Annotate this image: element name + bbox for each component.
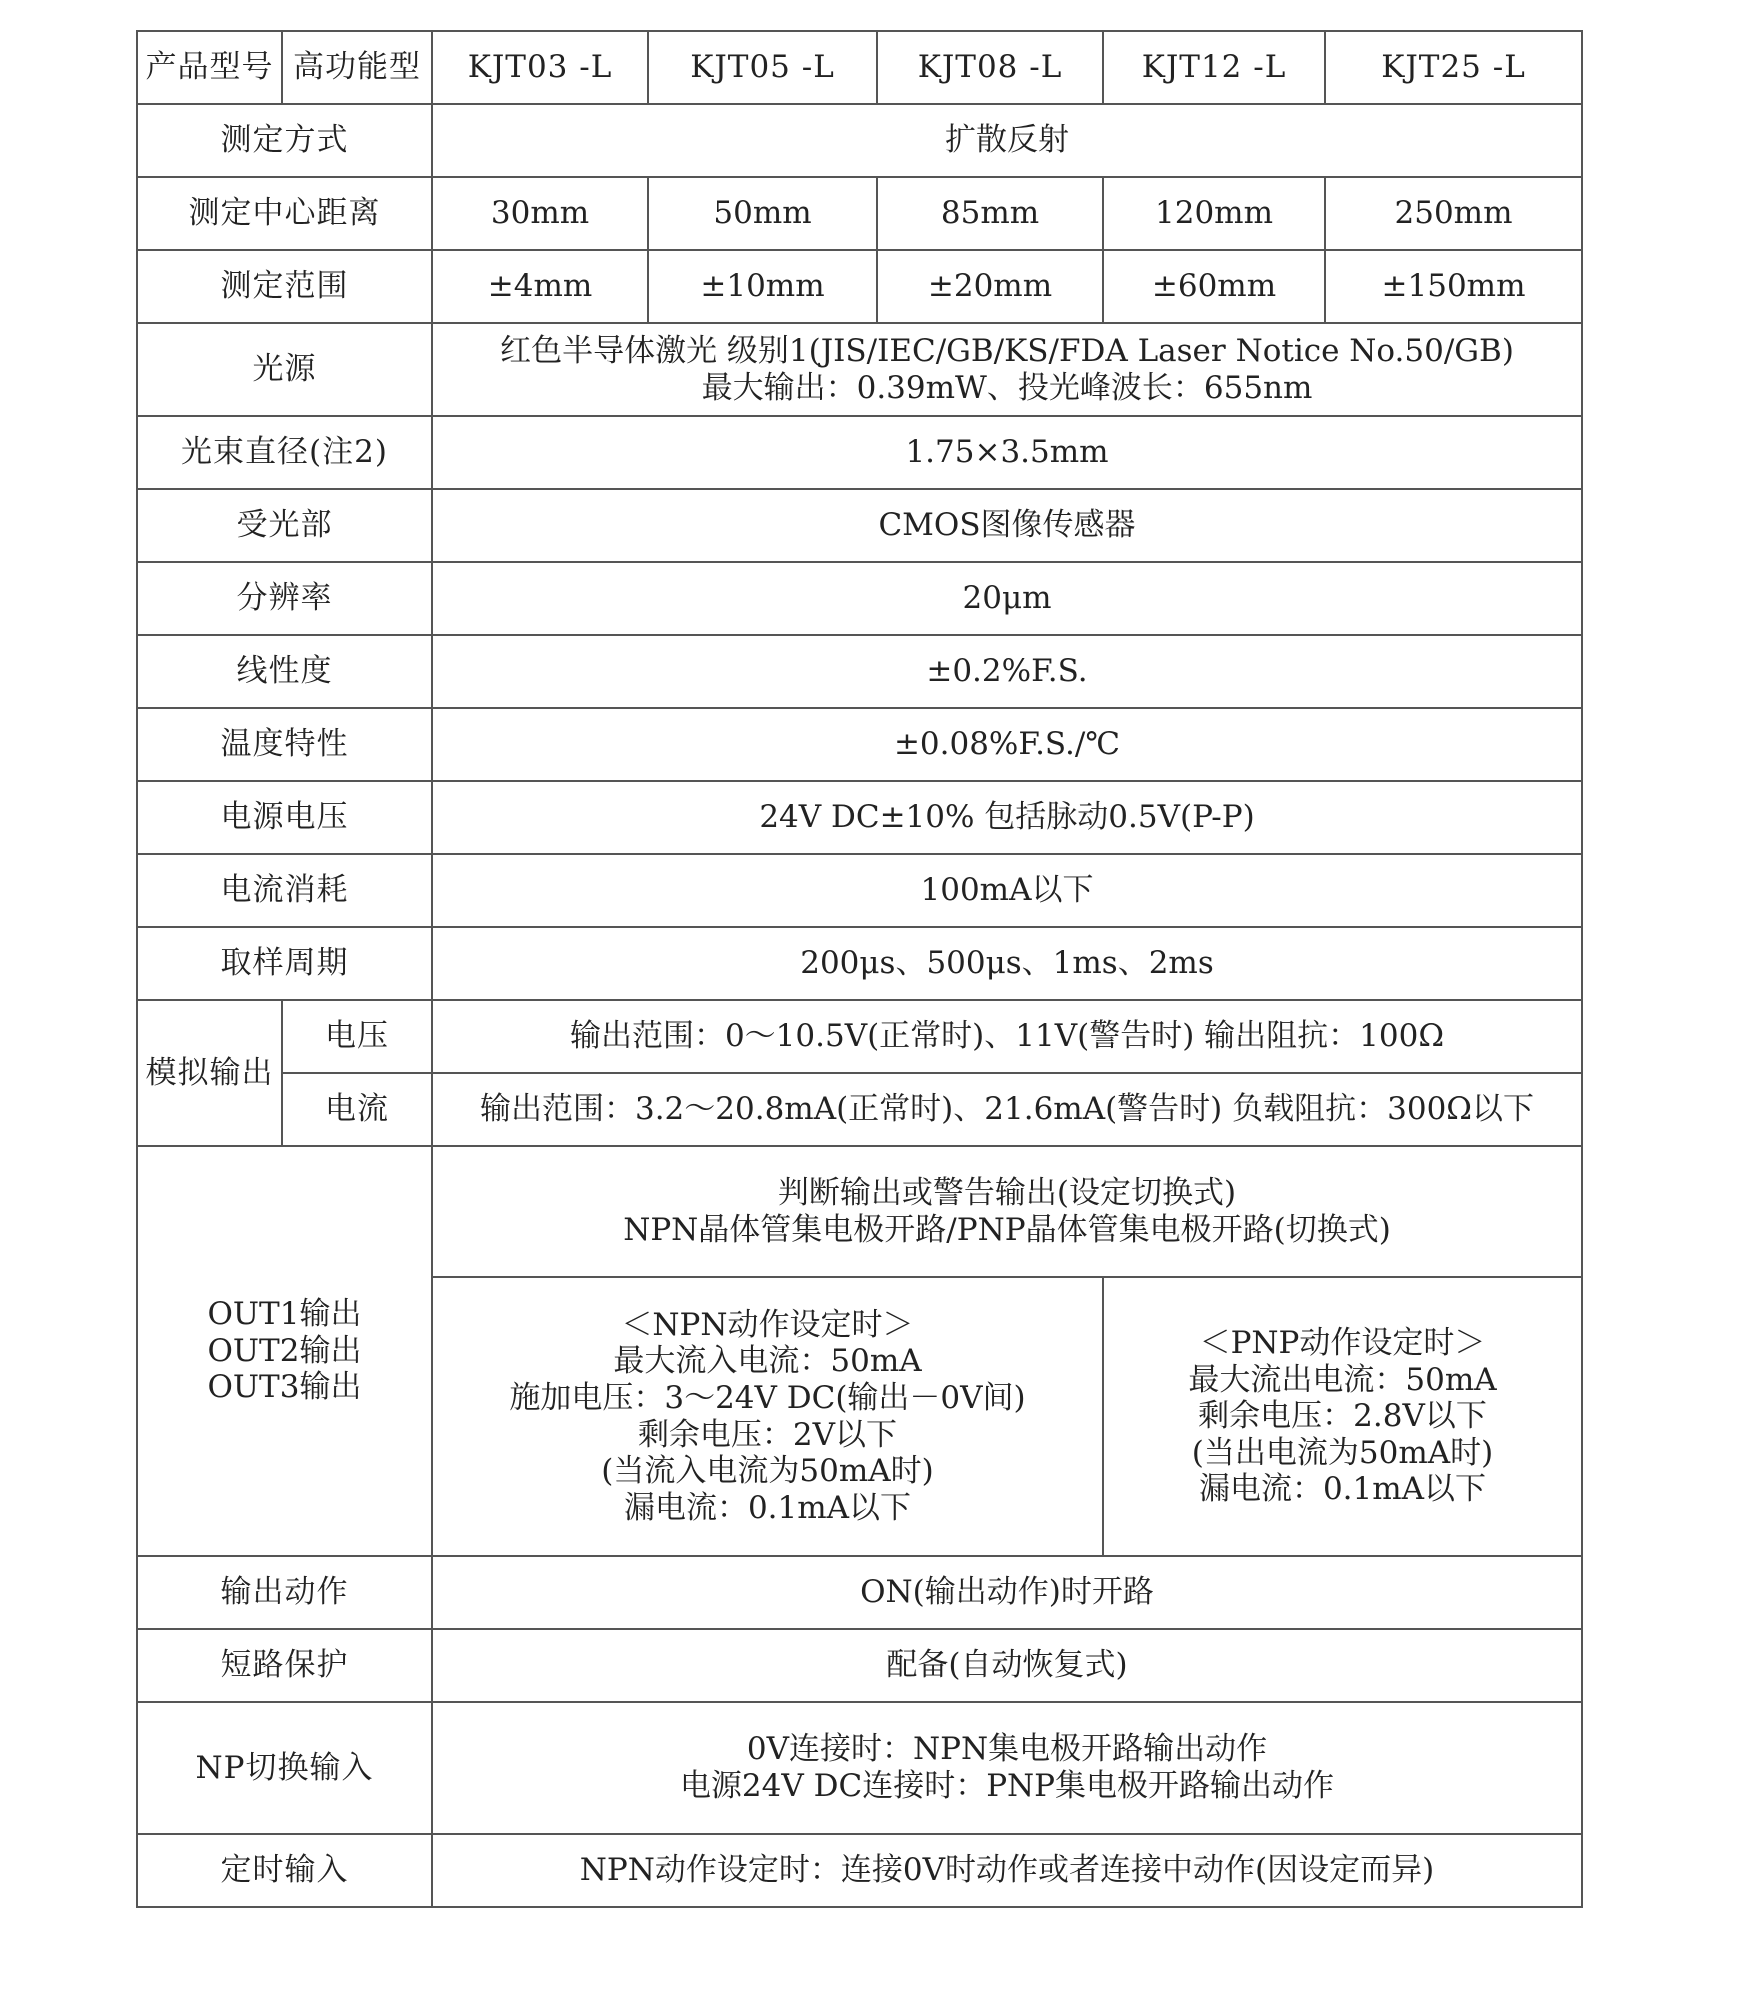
analog-output-label: 模拟输出 [137,1000,282,1146]
beam-diameter-label: 光束直径(注2) [137,416,432,489]
output-action-row [137,1556,1582,1629]
analog-current-label: 电流 [282,1073,432,1146]
out-description-line-2: NPN晶体管集电极开路/PNP晶体管集电极开路(切换式) [623,1211,1391,1248]
range-kjt12: ±60mm [1103,250,1325,323]
out-labels [137,1146,432,1556]
analog-current-value: 输出范围：3.2～20.8mA(正常时)、21.6mA(警告时) 负载阻抗：300Ω以下 [432,1073,1582,1146]
resolution-label: 分辨率 [137,562,432,635]
timing-input-value: NPN动作设定时：连接0V时动作或者连接中动作(因设定而异) [432,1834,1582,1907]
high-function-label: 高功能型 [282,31,432,104]
output-action-label: 输出动作 [137,1556,432,1629]
analog-voltage-label: 电压 [282,1000,432,1073]
pnp-spec-title: ＜PNP动作设定时＞ [1199,1325,1486,1362]
resolution-value: 20μm [432,562,1582,635]
out-description-line-1: 判断输出或警告输出(设定切换式) [777,1174,1237,1211]
supply-voltage-value: 24V DC±10% 包括脉动0.5V(P-P) [432,781,1582,854]
out-top-row [137,1146,1582,1277]
np-switch-line-2: 电源24V DC连接时：PNP集电极开路输出动作 [679,1768,1335,1804]
current-consumption-value: 100mA以下 [432,854,1582,927]
receiver-value: CMOS图像传感器 [432,489,1582,562]
current-consumption-label: 电流消耗 [137,854,432,927]
header-row [137,31,1582,104]
linearity-label: 线性度 [137,635,432,708]
np-switch-label: NP切换输入 [137,1702,432,1834]
spec-table [136,30,1583,1908]
temperature-value: ±0.08%F.S./℃ [432,708,1582,781]
temperature-label: 温度特性 [137,708,432,781]
product-model-label: 产品型号 [137,31,282,104]
npn-spec-line: 剩余电压：2V以下 [637,1416,898,1453]
sampling-label: 取样周期 [137,927,432,1000]
receiver-label: 受光部 [137,489,432,562]
light-source-label: 光源 [137,323,432,416]
npn-spec-line: 最大流入电流：50mA [613,1343,922,1380]
receiver-row [137,489,1582,562]
npn-spec-line: 施加电压：3～24V DC(输出－0V间) [509,1379,1026,1416]
npn-spec-line: 漏电流：0.1mA以下 [623,1489,912,1526]
supply-voltage-label: 电源电压 [137,781,432,854]
temperature-row [137,708,1582,781]
model-kjt08: KJT08 -L [877,31,1103,104]
linearity-row [137,635,1582,708]
light-source-value [432,323,1582,416]
range-kjt05: ±10mm [648,250,877,323]
short-protection-value: 配备(自动恢复式) [432,1629,1582,1702]
pnp-spec-line: 最大流出电流：50mA [1188,1361,1497,1398]
center-distance-kjt25: 250mm [1325,177,1582,250]
out-description [432,1146,1582,1277]
analog-voltage-value: 输出范围：0～10.5V(正常时)、11V(警告时) 输出阻抗：100Ω [432,1000,1582,1073]
method-row [137,104,1582,177]
pnp-spec-line: (当出电流为50mA时) [1191,1434,1494,1471]
light-source-line-1: 红色半导体激光 级别1(JIS/IEC/GB/KS/FDA Laser Notice No.50/GB) [500,332,1514,369]
np-switch-value [432,1702,1582,1834]
np-switch-row [137,1702,1582,1834]
model-kjt12: KJT12 -L [1103,31,1325,104]
out1-label: OUT1输出 [207,1296,362,1333]
center-distance-kjt05: 50mm [648,177,877,250]
output-action-value: ON(输出动作)时开路 [432,1556,1582,1629]
center-distance-kjt03: 30mm [432,177,648,250]
pnp-spec-line: 剩余电压：2.8V以下 [1198,1398,1487,1435]
range-kjt25: ±150mm [1325,250,1582,323]
light-source-row [137,323,1582,416]
sampling-value: 200μs、500μs、1ms、2ms [432,927,1582,1000]
supply-voltage-row [137,781,1582,854]
model-kjt05: KJT05 -L [648,31,877,104]
timing-input-row [137,1834,1582,1907]
npn-spec-title: ＜NPN动作设定时＞ [621,1306,914,1343]
out2-label: OUT2输出 [207,1332,362,1369]
range-kjt03: ±4mm [432,250,648,323]
pnp-spec-line: 漏电流：0.1mA以下 [1198,1471,1487,1508]
short-protection-row [137,1629,1582,1702]
npn-spec [432,1277,1103,1556]
range-row [137,250,1582,323]
model-kjt25: KJT25 -L [1325,31,1582,104]
np-switch-line-1: 0V连接时：NPN集电极开路输出动作 [746,1731,1268,1768]
pnp-spec [1103,1277,1582,1556]
beam-diameter-value: 1.75×3.5mm [432,416,1582,489]
short-protection-label: 短路保护 [137,1629,432,1702]
timing-input-label: 定时输入 [137,1834,432,1907]
model-kjt03: KJT03 -L [432,31,648,104]
out3-label: OUT3输出 [207,1369,362,1406]
sampling-row [137,927,1582,1000]
center-distance-row [137,177,1582,250]
resolution-row [137,562,1582,635]
method-label: 测定方式 [137,104,432,177]
light-source-line-2: 最大输出：0.39mW、投光峰波长：655nm [701,369,1313,406]
analog-current-row [137,1073,1582,1146]
current-consumption-row [137,854,1582,927]
center-distance-label: 测定中心距离 [137,177,432,250]
center-distance-kjt12: 120mm [1103,177,1325,250]
range-label: 测定范围 [137,250,432,323]
range-kjt08: ±20mm [877,250,1103,323]
beam-diameter-row [137,416,1582,489]
npn-spec-line: (当流入电流为50mA时) [601,1453,934,1490]
analog-voltage-row [137,1000,1582,1073]
linearity-value: ±0.2%F.S. [432,635,1582,708]
center-distance-kjt08: 85mm [877,177,1103,250]
method-value: 扩散反射 [432,104,1582,177]
